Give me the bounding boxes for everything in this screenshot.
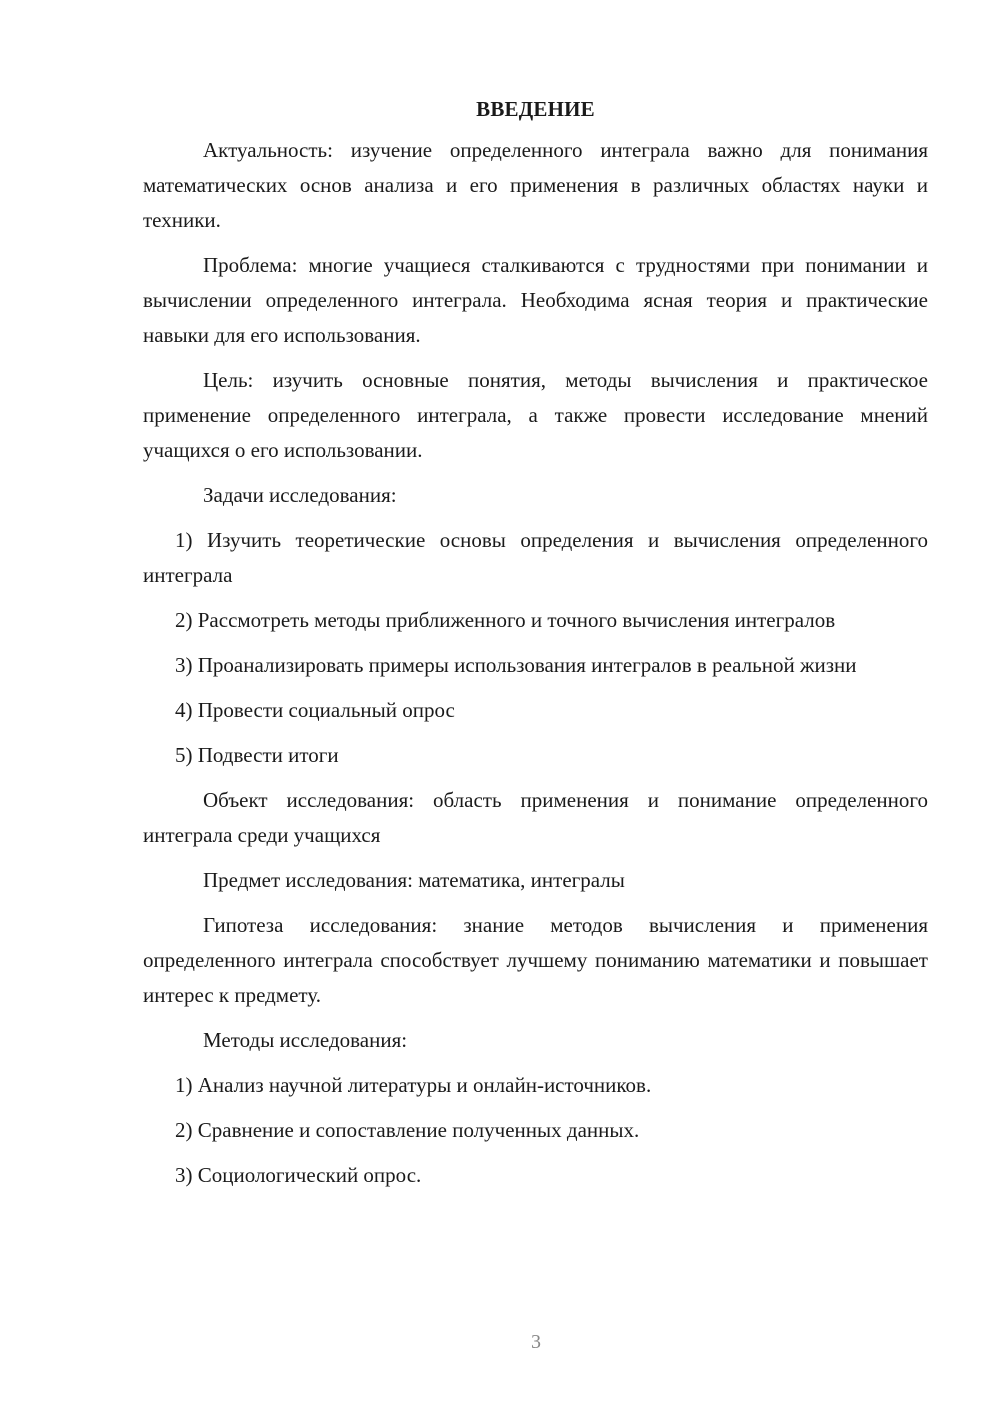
method-item: 1) Анализ научной литературы и онлайн-источников. xyxy=(175,1073,652,1097)
paragraph-hypothesis: Гипотеза исследования: знание методов вычисления и применения определенного интеграла способствует лучшему пониманию математики и повышает интерес к предмету. xyxy=(143,913,928,1007)
task-item: 4) Провести социальный опрос xyxy=(175,698,455,722)
page-title: ВВЕДЕНИЕ xyxy=(476,97,595,121)
paragraph-goal: Цель: изучить основные понятия, методы вычисления и практическое применение определенного интеграла, а также провести исследование мнений учащихся о его использовании. xyxy=(143,368,928,462)
tasks-heading: Задачи исследования: xyxy=(203,483,397,507)
methods-heading: Методы исследования: xyxy=(203,1028,408,1052)
task-item: 5) Подвести итоги xyxy=(175,743,339,767)
task-item: 1) Изучить теоретические основы определения и вычисления определенного интеграла xyxy=(143,528,928,587)
page-number: 3 xyxy=(531,1331,541,1353)
document-page xyxy=(143,92,928,1203)
paragraph-actuality: Актуальность: изучение определенного интеграла важно для понимания математических основ анализа и его применения в различных областях науки и техники. xyxy=(143,138,928,232)
paragraph-object: Объект исследования: область применения и понимание определенного интеграла среди учащихся xyxy=(143,788,928,847)
task-item: 2) Рассмотреть методы приближенного и точного вычисления интегралов xyxy=(175,608,836,632)
paragraph-problem: Проблема: многие учащиеся сталкиваются с трудностями при понимании и вычислении определенного интеграла. Необходима ясная теория и практические навыки для его использования. xyxy=(143,253,928,347)
paragraph-subject: Предмет исследования: математика, интегралы xyxy=(203,868,625,892)
task-item: 3) Проанализировать примеры использования интегралов в реальной жизни xyxy=(175,653,857,677)
method-item: 2) Сравнение и сопоставление полученных данных. xyxy=(175,1118,640,1142)
method-item: 3) Социологический опрос. xyxy=(175,1163,422,1187)
